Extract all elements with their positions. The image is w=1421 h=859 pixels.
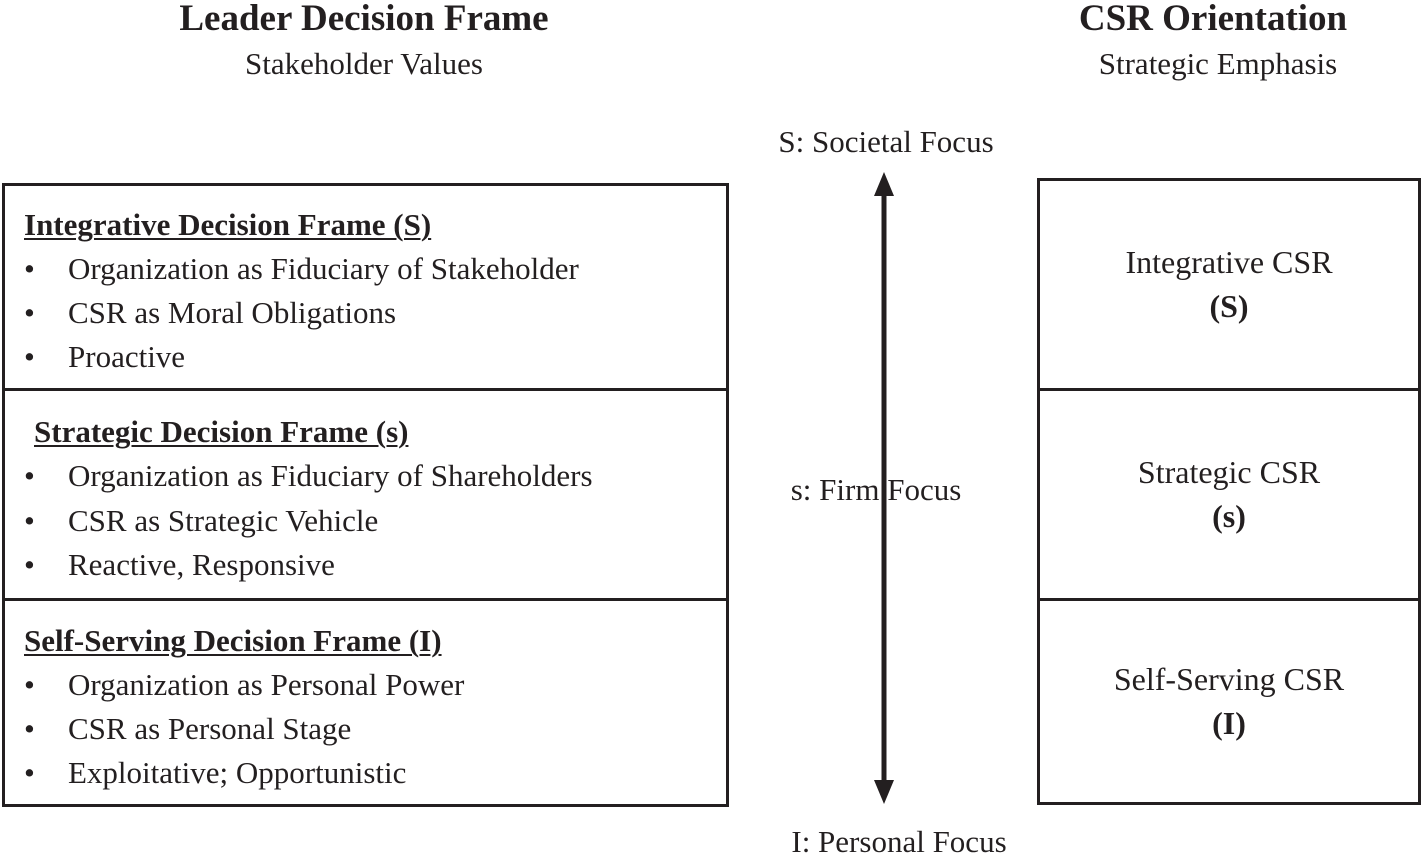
frame-bullet (24, 549, 335, 580)
strategic-csr-box (1037, 388, 1421, 601)
double-headed-arrow-icon (866, 170, 902, 806)
societal-focus-label: S: Societal Focus (778, 124, 994, 159)
bullet-icon: • (24, 458, 35, 493)
bullet-text: CSR as Personal Stage (68, 711, 352, 746)
bullet-text: Exploitative; Opportunistic (68, 755, 407, 790)
self-serving-csr-box (1037, 598, 1421, 805)
stakeholder-values-subtitle: Stakeholder Values (245, 46, 483, 81)
bullet-icon: • (24, 251, 35, 286)
strategic-decision-frame-box (2, 388, 729, 601)
bullet-text: Organization as Fiduciary of Shareholders (68, 458, 593, 493)
arrow-head-up-icon (874, 172, 894, 196)
personal-focus-label: I: Personal Focus (791, 824, 1007, 859)
bullet-text: CSR as Moral Obligations (68, 295, 397, 330)
frame-bullet (24, 669, 464, 700)
bullet-icon: • (24, 295, 35, 330)
leader-decision-frame-title: Leader Decision Frame (179, 0, 549, 39)
bullet-text: Proactive (68, 339, 186, 374)
bullet-text: Organization as Personal Power (68, 667, 465, 702)
firm-focus-label: s: Firm Focus (790, 472, 962, 507)
frame-bullet (24, 341, 185, 372)
strategic-emphasis-subtitle: Strategic Emphasis (1098, 46, 1338, 81)
bullet-icon: • (24, 339, 35, 374)
self-serving-decision-frame-box (2, 598, 729, 807)
bullet-icon: • (24, 755, 35, 790)
frame-bullet (24, 505, 378, 536)
integrative-decision-frame-box (2, 183, 729, 391)
frame-title: Self-Serving Decision Frame (I) (24, 623, 442, 658)
bullet-icon: • (24, 711, 35, 746)
frame-title: Strategic Decision Frame (s) (34, 414, 409, 449)
frame-bullet (24, 713, 351, 744)
frame-bullet (24, 460, 593, 491)
frame-bullet (24, 297, 396, 328)
csr-code: (S) (1209, 287, 1249, 324)
integrative-csr-box (1037, 178, 1421, 391)
bullet-icon: • (24, 547, 35, 582)
bullet-icon: • (24, 503, 35, 538)
csr-orientation-title: CSR Orientation (1078, 0, 1348, 39)
csr-code: (I) (1212, 704, 1246, 741)
arrow-head-down-icon (874, 780, 894, 804)
frame-bullet (24, 757, 406, 788)
frame-bullet (24, 253, 579, 284)
frame-title: Integrative Decision Frame (S) (24, 207, 432, 242)
bullet-text: Organization as Fiduciary of Stakeholder (68, 251, 579, 286)
bullet-text: Reactive, Responsive (68, 547, 335, 582)
csr-name: Strategic CSR (1137, 454, 1321, 491)
csr-name: Self-Serving CSR (1113, 661, 1345, 698)
bullet-icon: • (24, 667, 35, 702)
csr-name: Integrative CSR (1125, 244, 1333, 281)
csr-code: (s) (1212, 497, 1246, 534)
bullet-text: CSR as Strategic Vehicle (68, 503, 379, 538)
